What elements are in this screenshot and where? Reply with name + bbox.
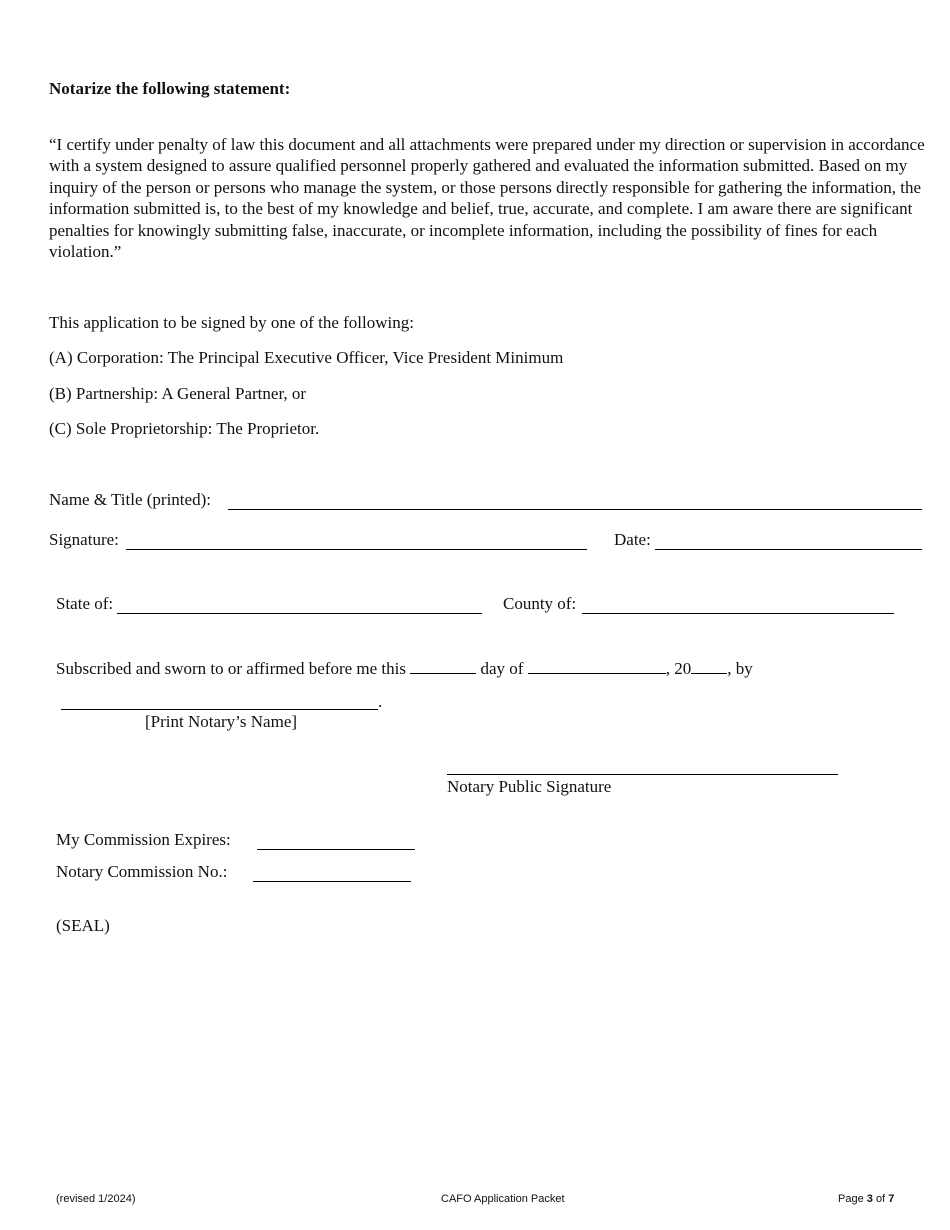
sworn-text-3: , 20 — [665, 659, 692, 678]
seal-label: (SEAL) — [56, 916, 110, 935]
notary-signature-label: Notary Public Signature — [447, 777, 612, 796]
page-of: of — [875, 1193, 886, 1205]
sworn-text-4: , by — [727, 659, 753, 678]
signer-option-b: (B) Partnership: A General Partner, or — [49, 384, 307, 403]
state-field[interactable] — [117, 613, 482, 614]
signer-option-c: (C) Sole Proprietorship: The Proprietor. — [49, 419, 320, 438]
state-label: State of: — [56, 594, 114, 613]
signature-field[interactable] — [126, 549, 587, 550]
signature-label: Signature: — [49, 530, 119, 549]
print-notary-name-label: [Print Notary’s Name] — [145, 712, 298, 731]
footer-title: CAFO Application Packet — [441, 1193, 565, 1205]
commission-expires-field[interactable] — [257, 849, 415, 850]
footer-page-number — [838, 1193, 894, 1205]
notary-signature-field[interactable] — [447, 774, 838, 775]
commission-no-field[interactable] — [253, 881, 411, 882]
signer-option-a: (A) Corporation: The Principal Executive Officer, Vice President Minimum — [49, 348, 564, 367]
date-field[interactable] — [655, 549, 922, 550]
page-total: 7 — [888, 1193, 895, 1205]
section-heading: Notarize the following statement: — [49, 79, 291, 98]
sworn-statement — [56, 659, 753, 679]
signers-intro: This application to be signed by one of the following: — [49, 313, 414, 332]
notary-name-period: . — [378, 692, 383, 711]
name-title-label: Name & Title (printed): — [49, 490, 211, 509]
name-title-field[interactable] — [228, 509, 922, 510]
commission-no-label: Notary Commission No.: — [56, 862, 228, 881]
page-current: 3 — [866, 1193, 873, 1205]
commission-expires-label: My Commission Expires: — [56, 830, 231, 849]
page-prefix: Page — [838, 1193, 864, 1205]
day-field[interactable] — [410, 659, 476, 674]
sworn-text-2: day of — [480, 659, 524, 678]
certification-statement: “I certify under penalty of law this document and all attachments were prepared under my direction or supervision in accordance with a system designed to assure qualified personnel properly gathered and evaluated the information submitted. Based on my inquiry of the person or persons who manage the system, or those persons directly responsible for gathering the information, the information submitted is, to the best of my knowledge and belief, true, accurate, and complete. I am aware there are significant penalties for knowingly submitting false, inaccurate, or incomplete information, including the possibility of fines for each violation.” — [49, 135, 925, 262]
month-field[interactable] — [528, 659, 666, 674]
notary-name-field[interactable] — [61, 709, 378, 710]
date-label: Date: — [614, 530, 651, 549]
county-field[interactable] — [582, 613, 894, 614]
sworn-text-1: Subscribed and sworn to or affirmed before me this — [56, 659, 406, 678]
footer-revised: (revised 1/2024) — [56, 1193, 136, 1205]
county-label: County of: — [503, 594, 577, 613]
year-field[interactable] — [691, 659, 727, 674]
